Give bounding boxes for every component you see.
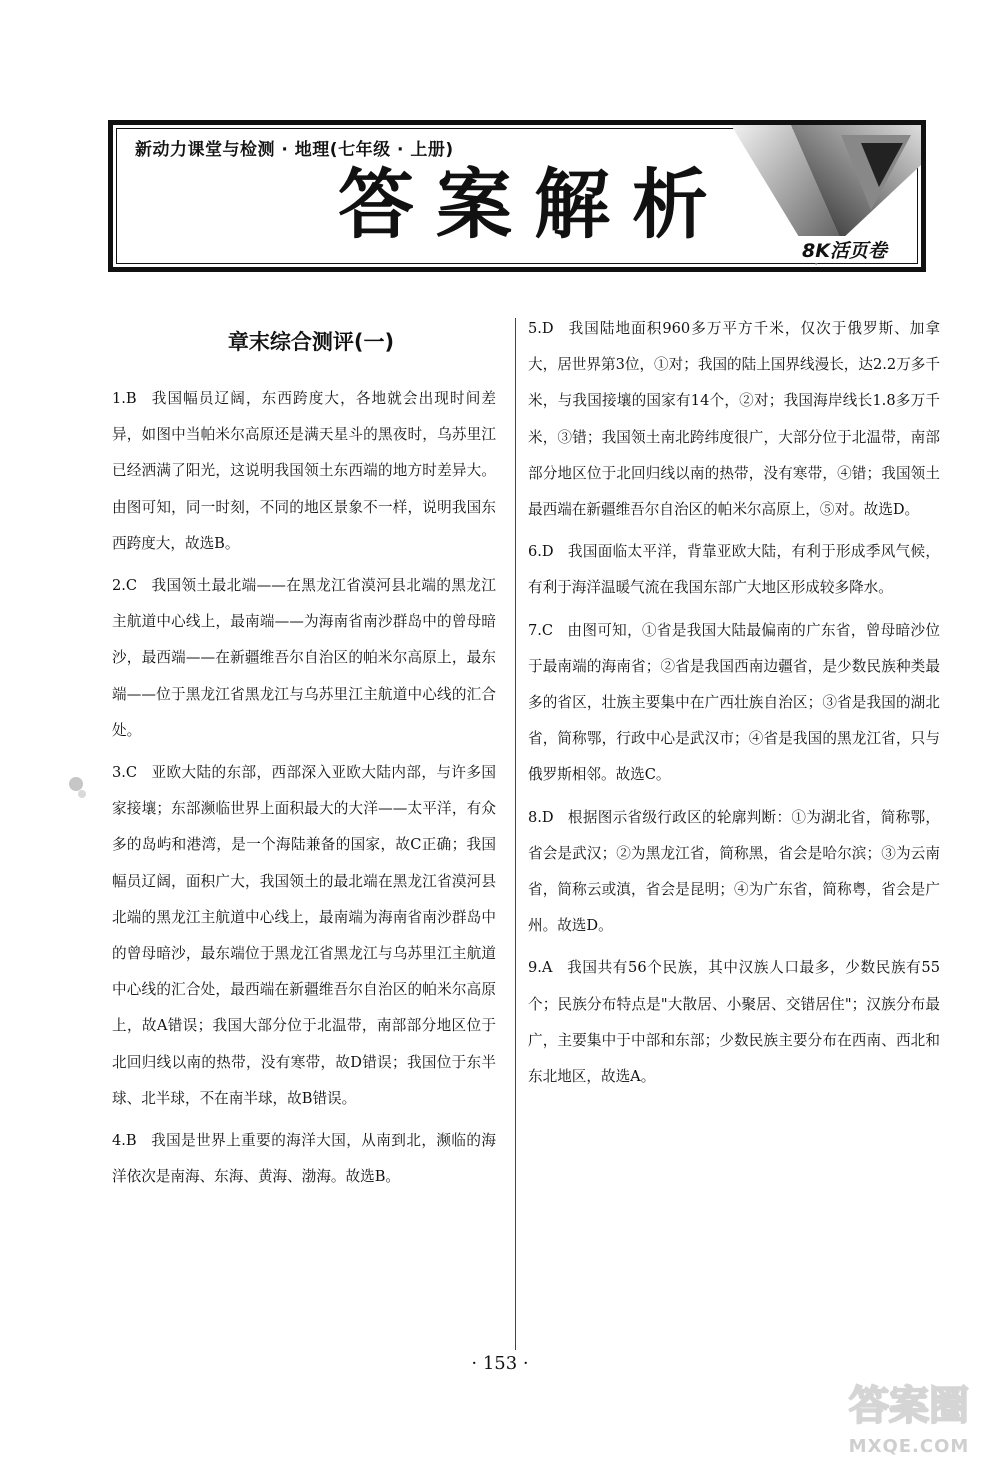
answer-explanation: 我国共有56个民族，其中汉族人口最多，少数民族有55个；民族分布特点是"大散居、小聚居、交错居住"；汉族分布最广，主要集中于中部和东部；少数民族主要分布在西南、西北和东北地区，故选A。	[528, 959, 940, 1086]
answer-number: 1.B	[112, 390, 137, 407]
answer-item	[112, 568, 496, 749]
left-column	[112, 315, 496, 1201]
answer-explanation: 我国幅员辽阔，东西跨度大，各地就会出现时间差异，如图中当帕米尔高原还是满天星斗的黑夜时，乌苏里江已经洒满了阳光，这说明我国领土东西端的地方时差异大。由图可知，同一时刻，不同的地区景象不一样，说明我国东西跨度大，故选B。	[112, 390, 496, 552]
watermark-logo-text: 答案圈	[849, 1383, 969, 1429]
answer-number: 7.C	[528, 621, 554, 639]
answer-number: 8.D	[528, 808, 554, 826]
watermark	[836, 1369, 982, 1461]
watermark-text: MXQE.COM	[848, 1436, 970, 1457]
answer-item	[528, 950, 940, 1095]
answer-item	[112, 381, 496, 562]
answer-item	[112, 1123, 496, 1195]
answer-explanation: 我国陆地面积960多万平方千米，仅次于俄罗斯、加拿大，居世界第3位，①对；我国的陆上国界线漫长，达2.2万多千米，与我国接壤的国家有14个，②对；我国海岸线长1.8多万千米，③错；我国领土南北跨纬度很广，大部分位于北温带，南部部分地区位于北回归线以南的热带，没有寒带，④错；我国领土最西端在新疆维吾尔自治区的帕米尔高原上，⑤对。故选D。	[528, 320, 940, 519]
page-title: 答案解析	[338, 160, 730, 249]
answer-number: 9.A	[528, 959, 553, 977]
answer-number: 2.C	[112, 577, 138, 595]
answer-explanation: 我国面临太平洋，背靠亚欧大陆，有利于形成季风气候，有利于海洋温暖气流在我国东部广大地区形成较多降水。	[528, 543, 940, 597]
answer-item	[528, 534, 940, 606]
section-title: 章末综合测评(一)	[227, 330, 395, 354]
answer-explanation: 根据图示省级行政区的轮廓判断：①为湖北省，简称鄂，省会是武汉；②为黑龙江省，简称黑，省会是哈尔滨；③为云南省，简称云或滇，省会是昆明；④为广东省，简称粤，省会是广州。故选D。	[528, 808, 940, 935]
answer-explanation: 我国是世界上重要的海洋大国，从南到北，濒临的海洋依次是南海、东海、黄海、渤海。故选B。	[112, 1132, 496, 1186]
series-title: 新动力课堂与检测 · 地理(七年级 · 上册)	[135, 140, 454, 160]
answer-number: 5.D	[528, 320, 554, 337]
answer-number: 3.C	[112, 764, 138, 782]
answer-explanation: 我国领土最北端——在黑龙江省漠河县北端的黑龙江主航道中心线上，最南端——为海南省南沙群岛中的曾母暗沙，最西端——在新疆维吾尔自治区的帕米尔高原上，最东端——位于黑龙江省黑龙江与乌苏里江主航道中心线的汇合处。	[112, 577, 496, 739]
column-divider	[515, 318, 516, 1350]
answer-item	[528, 613, 940, 794]
right-column	[528, 315, 940, 1101]
answer-explanation: 由图可知，①省是我国大陆最偏南的广东省，曾母暗沙位于最南端的海南省；②省是我国西南边疆省，是少数民族种类最多的省区，壮族主要集中在广西壮族自治区；③省是我国的湖北省，简称鄂，行政中心是武汉市；④省是我国的黑龙江省，只与俄罗斯相邻。故选C。	[528, 621, 940, 784]
header-banner	[108, 120, 926, 272]
answer-explanation: 亚欧大陆的东部，西部深入亚欧大陆内部，与许多国家接壤；东部濒临世界上面积最大的大洋——太平洋，有众多的岛屿和港湾，是一个海陆兼备的国家，故C正确；我国幅员辽阔，面积广大，我国领土的最北端在黑龙江省漠河县北端的黑龙江主航道中心线上，最南端为海南省南沙群岛中的曾母暗沙，最东端位于黑龙江省黑龙江与乌苏里江主航道中心线的汇合处，最西端在新疆维吾尔自治区的帕米尔高原上，故A错误；我国大部分位于北温带，南部部分地区位于北回归线以南的热带，没有寒带，故D错误；我国位于东半球、北半球，不在南半球，故B错误。	[112, 764, 496, 1107]
edition-badge: 8K活页卷	[798, 236, 891, 263]
answer-item	[528, 800, 940, 945]
answer-item	[112, 755, 496, 1117]
answer-number: 4.B	[112, 1132, 137, 1150]
scan-smudge-icon	[64, 770, 90, 804]
answer-item	[528, 311, 940, 528]
watermark-logo-icon	[836, 1369, 982, 1439]
page-number: · 153 ·	[471, 1353, 529, 1374]
answer-number: 6.D	[528, 543, 554, 561]
